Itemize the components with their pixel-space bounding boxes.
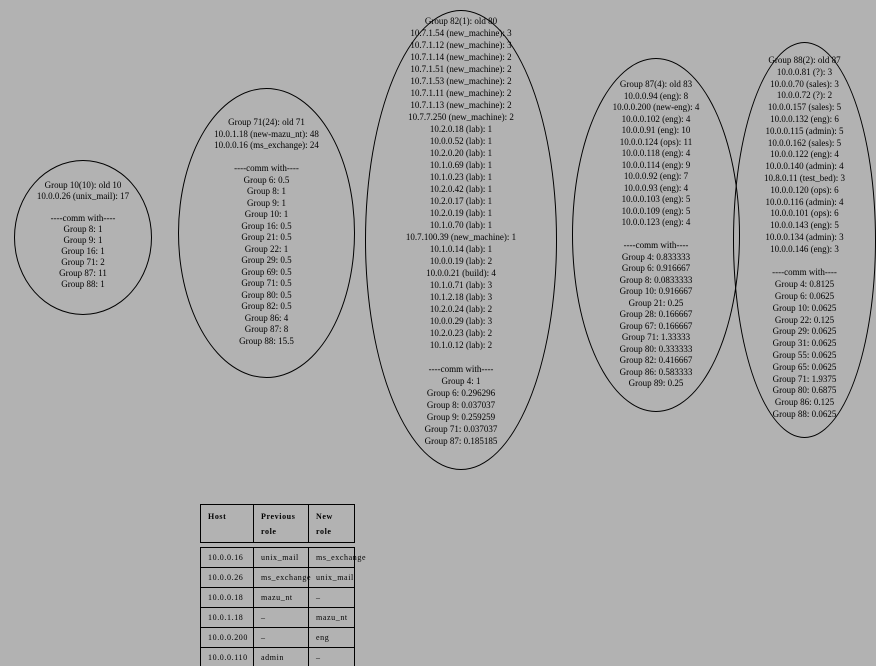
table-cell: 10.0.1.18 (208, 613, 244, 622)
table-cell: 10.0.0.16 (208, 553, 244, 562)
table-row (201, 587, 354, 607)
host-line: 10.0.0.52 (lab): 1 (429, 136, 493, 146)
host-line: 10.7.1.11 (new_machine): 2 (410, 88, 512, 98)
host-line: 10.1.0.71 (lab): 3 (429, 280, 493, 290)
table-row (201, 607, 354, 627)
table-cell: 10.0.0.18 (208, 593, 244, 602)
host-line: 10.0.0.92 (eng): 7 (623, 171, 689, 181)
comm-line: Group 29: 0.5 (241, 255, 292, 265)
host-line: 10.0.0.123 (eng): 4 (621, 217, 691, 227)
comm-line: Group 8: 1 (247, 186, 286, 196)
group-title: Group 87(4): old 83 (619, 79, 693, 89)
host-line: 10.1.0.14 (lab): 1 (429, 244, 493, 254)
spacer (179, 152, 354, 164)
comm-line: Group 86: 0.125 (774, 397, 835, 408)
comm-list (366, 375, 556, 447)
comm-line: Group 80: 0.333333 (619, 343, 693, 354)
comm-line: Group 6: 0.296296 (426, 388, 496, 398)
table-cell: unix_mail (308, 568, 354, 587)
comm-list (179, 175, 354, 348)
host-line: 10.0.0.115 (admin): 5 (765, 125, 844, 136)
host-line: 10.0.0.146 (eng): 3 (770, 243, 839, 254)
comm-line: Group 10: 0.0625 (772, 302, 837, 313)
host-line: 10.0.0.81 (?): 3 (776, 66, 833, 77)
group-71-ellipse (178, 88, 355, 378)
comm-line: Group 80: 0.6875 (772, 385, 837, 396)
table-cell: – (308, 588, 354, 607)
host-line: 10.2.0.20 (lab): 1 (429, 148, 493, 158)
host-line: 10.0.0.103 (eng): 5 (621, 194, 691, 204)
table-cell: 10.0.0.26 (208, 573, 244, 582)
group-title: Group 71(24): old 71 (228, 117, 305, 127)
host-list (366, 27, 556, 351)
host-line: 10.7.1.53 (new_machine): 2 (410, 76, 512, 86)
table-body (200, 547, 367, 666)
table-cell: ms_exchange (253, 568, 308, 587)
comm-line: Group 88: 15.5 (239, 335, 294, 346)
comm-line: Group 86: 0.583333 (619, 366, 693, 377)
comm-line: Group 10: 0.916667 (619, 286, 693, 296)
table-cell: – (308, 648, 354, 666)
host-line: 10.0.0.102 (eng): 4 (621, 113, 691, 124)
comm-line: Group 89: 0.25 (628, 378, 684, 388)
host-line: 10.0.0.118 (eng): 4 (621, 148, 691, 158)
host-line: 10.0.0.124 (ops): 11 (619, 136, 693, 147)
host-line: 10.0.0.132 (eng): 6 (770, 113, 839, 124)
group-82-text (366, 11, 556, 447)
comm-line: Group 80: 0.5 (241, 289, 292, 300)
table-cell: mazu_nt (253, 588, 308, 607)
comm-line: Group 28: 0.166667 (619, 309, 693, 319)
comm-line: Group 22: 1 (244, 243, 289, 254)
comm-line: Group 10: 1 (244, 209, 289, 219)
comm-line: Group 65: 0.0625 (772, 361, 837, 372)
host-line: 10.0.0.116 (admin): 4 (765, 196, 844, 207)
host-line: 10.0.0.16 (ms_exchange): 24 (214, 140, 319, 150)
host-line: 10.8.0.11 (test_bed): 3 (764, 172, 845, 183)
comm-line: Group 67: 0.166667 (619, 320, 693, 331)
comm-with-header: ----comm with---- (623, 240, 689, 250)
comm-line: Group 88: 0.0625 (772, 408, 837, 419)
host-line: 10.2.0.24 (lab): 2 (429, 304, 493, 314)
host-line: 10.7.1.12 (new_machine): 3 (410, 40, 512, 50)
host-line: 10.7.1.54 (new_machine): 3 (410, 28, 512, 38)
comm-line: Group 31: 0.0625 (772, 338, 837, 349)
group-10-text (15, 161, 151, 290)
host-line: 10.7.7.250 (new_machine): 2 (408, 112, 514, 122)
comm-line: Group 71: 0.5 (241, 278, 292, 288)
comm-line: Group 16: 1 (61, 246, 105, 256)
group-title: Group 10(10): old 10 (44, 180, 122, 190)
comm-line: Group 82: 0.416667 (619, 355, 693, 365)
group-88-ellipse (733, 42, 876, 438)
comm-list (573, 252, 739, 390)
table-cell: 10.0.0.110 (208, 653, 248, 662)
host-list (573, 91, 739, 229)
host-line: 10.2.0.18 (lab): 1 (429, 124, 493, 134)
host-line: 10.7.1.13 (new_machine): 2 (410, 100, 512, 110)
host-line: 10.0.0.109 (eng): 5 (621, 205, 691, 216)
comm-line: Group 4: 0.833333 (621, 251, 691, 262)
comm-line: Group 6: 0.5 (243, 174, 290, 185)
host-line: 10.0.0.162 (sales): 5 (767, 137, 842, 148)
group-88-text (734, 43, 875, 421)
comm-list (15, 224, 151, 290)
table-row (201, 567, 354, 587)
host-line: 10.7.1.51 (new_machine): 2 (410, 64, 512, 74)
host-line: 10.1.0.70 (lab): 1 (429, 220, 493, 230)
comm-line: Group 29: 0.0625 (772, 326, 837, 337)
host-line: 10.0.0.26 (unix_mail): 17 (36, 191, 130, 201)
table-cell: – (253, 608, 308, 627)
table-cell: mazu_nt (308, 608, 354, 627)
table-cell: unix_mail (253, 548, 308, 567)
host-list (15, 191, 151, 202)
comm-line: Group 88: 1 (61, 279, 105, 289)
comm-line: Group 21: 0.5 (241, 232, 292, 242)
comm-line: Group 8: 0.037037 (426, 400, 496, 410)
comm-line: Group 71: 1.9375 (772, 373, 837, 384)
group-title: Group 88(2): old 87 (768, 55, 841, 65)
host-line: 10.0.0.93 (eng): 4 (623, 182, 689, 193)
table-row (201, 647, 354, 666)
spacer (734, 256, 875, 268)
table-cell: eng (308, 628, 354, 647)
table-cell: – (253, 628, 308, 647)
host-line: 10.2.0.17 (lab): 1 (429, 196, 493, 206)
host-line: 10.0.0.29 (lab): 3 (429, 316, 493, 326)
comm-line: Group 4: 0.8125 (774, 279, 835, 290)
comm-line: Group 87: 0.185185 (424, 436, 498, 446)
comm-line: Group 4: 1 (441, 376, 481, 386)
comm-line: Group 9: 1 (63, 235, 103, 245)
host-line: 10.2.0.42 (lab): 1 (429, 184, 493, 194)
comm-line: Group 22: 0.125 (774, 314, 835, 325)
host-line: 10.1.2.18 (lab): 3 (429, 292, 493, 302)
host-line: 10.7.100.39 (new_machine): 1 (405, 232, 517, 242)
comm-line: Group 9: 1 (247, 197, 286, 208)
comm-line: Group 71: 2 (61, 257, 105, 267)
comm-line: Group 9: 0.259259 (426, 412, 496, 422)
table-cell: 10.0.0.200 (208, 633, 248, 642)
host-line: 10.0.0.70 (sales): 3 (770, 78, 839, 89)
group-87-ellipse (572, 58, 740, 412)
host-list (734, 67, 875, 256)
host-line: 10.0.0.101 (ops): 6 (770, 208, 839, 219)
group-71-text (179, 89, 354, 347)
group-title: Group 82(1): old 80 (424, 16, 498, 26)
host-line: 10.0.0.114 (eng): 9 (621, 159, 691, 170)
group-10-ellipse (14, 160, 152, 315)
spacer (15, 202, 151, 213)
comm-line: Group 21: 0.25 (628, 297, 684, 308)
host-line: 10.0.0.19 (lab): 2 (429, 256, 493, 266)
host-line: 10.2.0.19 (lab): 1 (429, 208, 493, 218)
host-line: 10.0.0.134 (admin): 3 (765, 231, 844, 242)
host-line: 10.0.0.21 (build): 4 (426, 268, 496, 278)
comm-line: Group 6: 0.916667 (621, 263, 691, 273)
comm-with-header: ----comm with---- (234, 163, 299, 173)
comm-line: Group 86: 4 (244, 312, 289, 323)
comm-line: Group 71: 0.037037 (424, 424, 498, 434)
host-line: 10.1.0.69 (lab): 1 (429, 160, 493, 170)
comm-line: Group 55: 0.0625 (772, 349, 837, 360)
comm-line: Group 16: 0.5 (241, 220, 292, 231)
comm-line: Group 6: 0.0625 (774, 290, 835, 301)
table-header-cell: Previous role (253, 505, 308, 542)
spacer (366, 351, 556, 363)
table-header-cell: New role (308, 505, 354, 542)
table-header-cell: Host (208, 512, 227, 521)
host-line: 10.0.0.122 (eng): 4 (770, 149, 839, 160)
comm-line: Group 87: 8 (244, 324, 289, 334)
comm-with-header: ----comm with---- (428, 364, 494, 374)
host-line: 10.7.1.14 (new_machine): 2 (410, 52, 512, 62)
group-82-ellipse (365, 10, 557, 470)
host-line: 10.1.0.12 (lab): 2 (429, 340, 493, 350)
comm-list (734, 279, 875, 421)
table-cell: ms_exchange (308, 548, 354, 567)
host-line: 10.0.0.91 (eng): 10 (621, 125, 691, 135)
comm-with-header: ----comm with---- (50, 213, 116, 223)
group-87-text (573, 59, 739, 390)
comm-line: Group 82: 0.5 (241, 301, 292, 311)
host-line: 10.0.1.18 (new-mazu_nt): 48 (214, 128, 319, 139)
table-row (201, 627, 354, 647)
host-list (179, 129, 354, 152)
table-header-row (200, 504, 355, 543)
host-line: 10.1.0.23 (lab): 1 (429, 172, 493, 182)
comm-line: Group 8: 0.0833333 (619, 274, 693, 285)
comm-line: Group 8: 1 (63, 224, 103, 234)
host-line: 10.0.0.143 (eng): 5 (770, 220, 839, 231)
host-line: 10.0.0.140 (admin): 4 (765, 161, 844, 172)
host-line: 10.0.0.157 (sales): 5 (767, 102, 842, 113)
host-line: 10.0.0.72 (?): 2 (776, 90, 833, 101)
host-line: 10.0.0.120 (ops): 6 (770, 184, 839, 195)
comm-line: Group 87: 11 (59, 268, 107, 278)
comm-line: Group 71: 1.33333 (621, 332, 691, 342)
host-line: 10.0.0.94 (eng): 8 (623, 90, 689, 101)
table-row (201, 548, 367, 567)
comm-with-header: ----comm with---- (772, 267, 837, 278)
host-line: 10.2.0.23 (lab): 2 (429, 328, 493, 338)
role-change-table (200, 504, 367, 666)
comm-line: Group 69: 0.5 (241, 266, 292, 277)
host-line: 10.0.0.200 (new-eng): 4 (612, 102, 700, 112)
table-cell: admin (253, 648, 308, 666)
spacer (573, 229, 739, 241)
